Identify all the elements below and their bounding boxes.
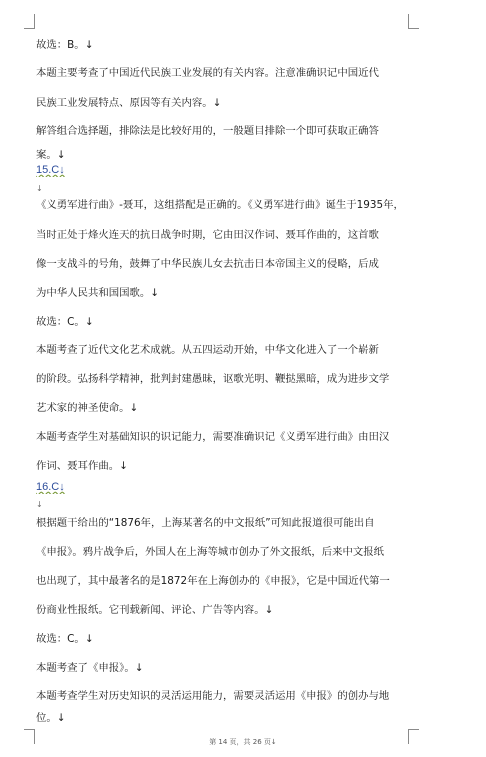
text-line: 作词、聂耳作曲。↓ — [36, 460, 128, 472]
text-line: 的阶段。弘扬科学精神，批判封建愚昧，讴歌光明、鞭挞黑暗，成为进步文学 — [36, 373, 390, 385]
crop-mark-top-right — [408, 14, 419, 29]
text-line: 根据题干给出的“1876年，上海某著名的中文报纸”可知此报道很可能出自 — [36, 517, 375, 529]
paragraph-mark: ↓ — [36, 500, 43, 509]
text-line: 也出现了，其中最著名的是1872年在上海创办的《申报》，它是中国近代第一 — [36, 575, 390, 587]
text-line: 为中华人民共和国国歌。↓ — [36, 287, 160, 299]
text-line: 案。↓ — [36, 149, 66, 161]
text-line: 解答组合选择题，排除法是比较好用的，一般题目排除一个即可获取正确答 — [36, 125, 379, 137]
paragraph-mark: ↓ — [36, 184, 43, 193]
text-line: 份商业性报纸。它刊载新闻、评论、广告等内容。↓ — [36, 604, 274, 616]
text-line: 本题主要考查了中国近代民族工业发展的有关内容。注意准确识记中国近代 — [36, 67, 379, 79]
text-line: 像一支战斗的号角，鼓舞了中华民族儿女去抗击日本帝国主义的侵略，后成 — [36, 258, 379, 270]
text-line: 本题考查了《申报》。↓ — [36, 662, 144, 674]
crop-mark-top-left — [24, 14, 35, 29]
text-line: 当时正处于烽火连天的抗日战争时期，它由田汉作词、聂耳作曲的，这首歌 — [36, 229, 379, 241]
text-line: 本题考查学生对历史知识的灵活运用能力，需要灵活运用《申报》的创办与地 — [36, 690, 390, 702]
text-line: 故选：C。↓ — [36, 633, 94, 645]
text-line: 《申报》。鸦片战争后，外国人在上海等城市创办了外文报纸，后来中文报纸 — [36, 546, 385, 558]
text-line: 民族工业发展特点、原因等有关内容。↓ — [36, 97, 222, 109]
text-line: 故选：B。↓ — [36, 39, 94, 51]
text-line: 位。↓ — [36, 712, 66, 724]
question-number: 16.C↓ — [36, 481, 65, 493]
question-number: 15.C↓ — [36, 164, 65, 176]
text-line: 《义勇军进行曲》-聂耳，这组搭配是正确的。《义勇军进行曲》诞生于1935年， — [36, 199, 404, 211]
text-line: 艺术家的神圣使命。↓ — [36, 402, 139, 414]
text-line: 本题考查了近代文化艺术成就。从五四运动开始，中华文化进入了一个崭新 — [36, 344, 379, 356]
page-footer: 第 14 页，共 26 页↓ — [209, 738, 277, 746]
text-line: 故选：C。↓ — [36, 316, 94, 328]
text-line: 本题考查学生对基础知识的识记能力，需要准确识记《义勇军进行曲》由田汉 — [36, 431, 390, 443]
